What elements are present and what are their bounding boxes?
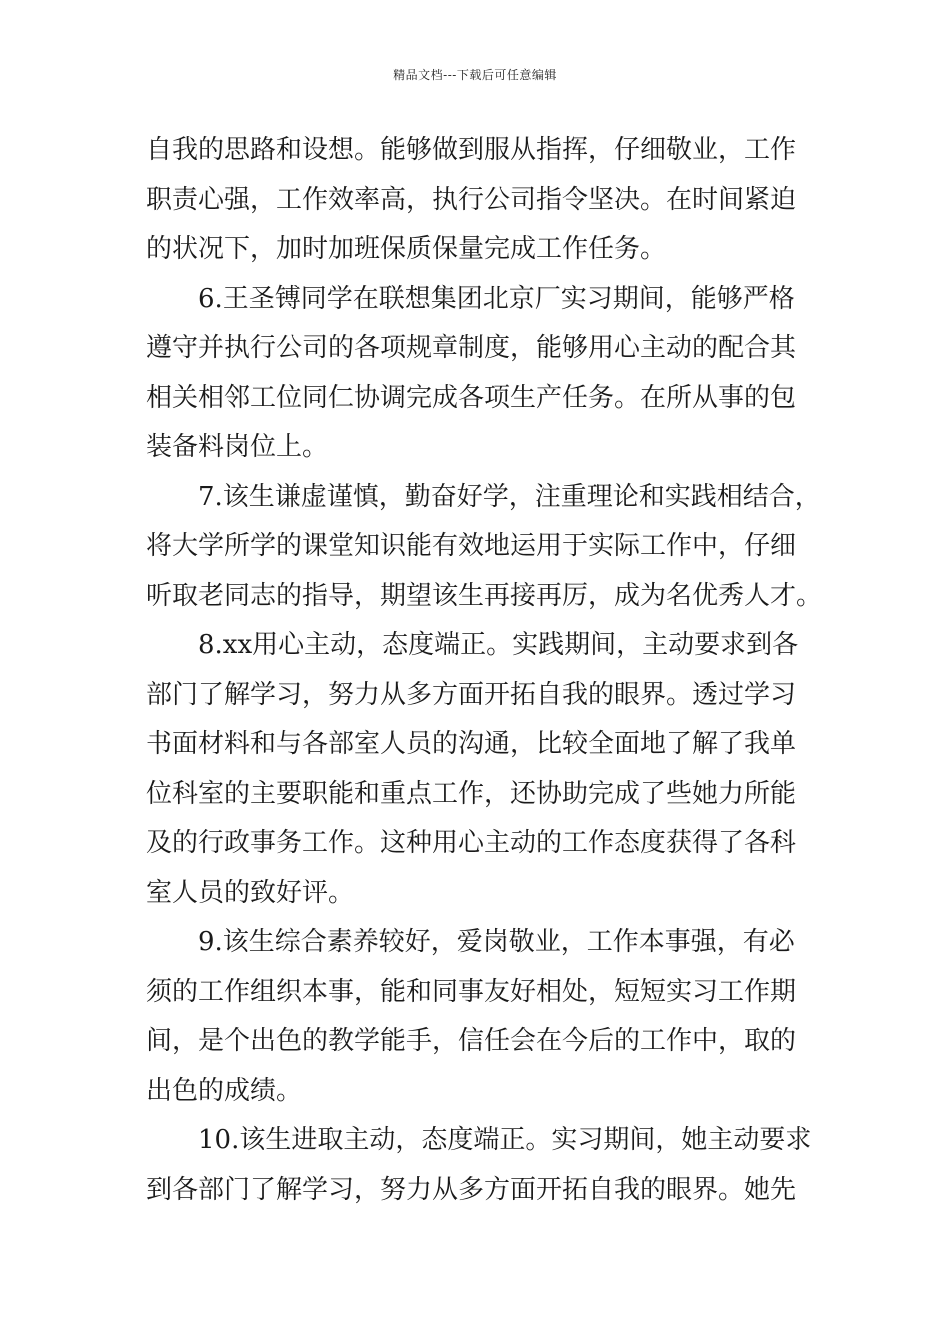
body-line: 到各部门了解学习，努力从多方面开拓自我的眼界。她先 [146, 1174, 797, 1205]
body-line: 装备料岗位上。 [146, 432, 329, 462]
body-line: 遵守并执行公司的各项规章制度，能够用心主动的配合其 [146, 333, 797, 363]
body-line: 位科室的主要职能和重点工作，还协助完成了些她力所能 [146, 778, 797, 809]
paragraph-start-line: 8.xx用心主动，态度端正。实践期间，主动要求到各 [198, 630, 799, 660]
body-line: 的状况下，加时加班保质保量完成工作任务。 [146, 234, 667, 264]
body-line: 相关相邻工位同仁协调完成各项生产任务。在所从事的包 [146, 382, 797, 413]
body-line: 职责心强，工作效率高，执行公司指令坚决。在时间紧迫 [146, 184, 797, 215]
body-line: 自我的思路和设想。能够做到服从指挥，仔细敬业，工作 [146, 135, 797, 165]
body-line: 出色的成绩。 [146, 1075, 303, 1106]
body-line: 室人员的致好评。 [146, 877, 355, 908]
document-body [146, 126, 823, 1215]
paragraph-start-line: 9.该生综合素养较好，爱岗敬业，工作本事强，有必 [198, 927, 795, 957]
body-line: 听取老同志的指导，期望该生再接再厉，成为名优秀人才。 [146, 580, 823, 611]
page-header: 精品文档---下载后可任意编辑 [393, 68, 557, 82]
paragraph-start-line: 7.该生谦虚谨慎，勤奋好学，注重理论和实践相结合， [198, 481, 821, 512]
body-line: 书面材料和与各部室人员的沟通，比较全面地了解了我单 [146, 729, 797, 759]
body-line: 须的工作组织本事，能和同事友好相处，短短实习工作期 [146, 976, 797, 1007]
body-line: 及的行政事务工作。这种用心主动的工作态度获得了各科 [146, 828, 797, 858]
paragraph-start-line: 6.王圣镈同学在联想集团北京厂实习期间，能够严格 [198, 283, 795, 314]
paragraph-start-line: 10.该生进取主动，态度端正。实习期间，她主动要求 [198, 1125, 812, 1155]
body-line: 间，是个出色的教学能手，信任会在今后的工作中，取的 [146, 1026, 797, 1056]
body-line: 部门了解学习，努力从多方面开拓自我的眼界。透过学习 [146, 679, 797, 710]
body-line: 将大学所学的课堂知识能有效地运用于实际工作中，仔细 [146, 531, 797, 561]
